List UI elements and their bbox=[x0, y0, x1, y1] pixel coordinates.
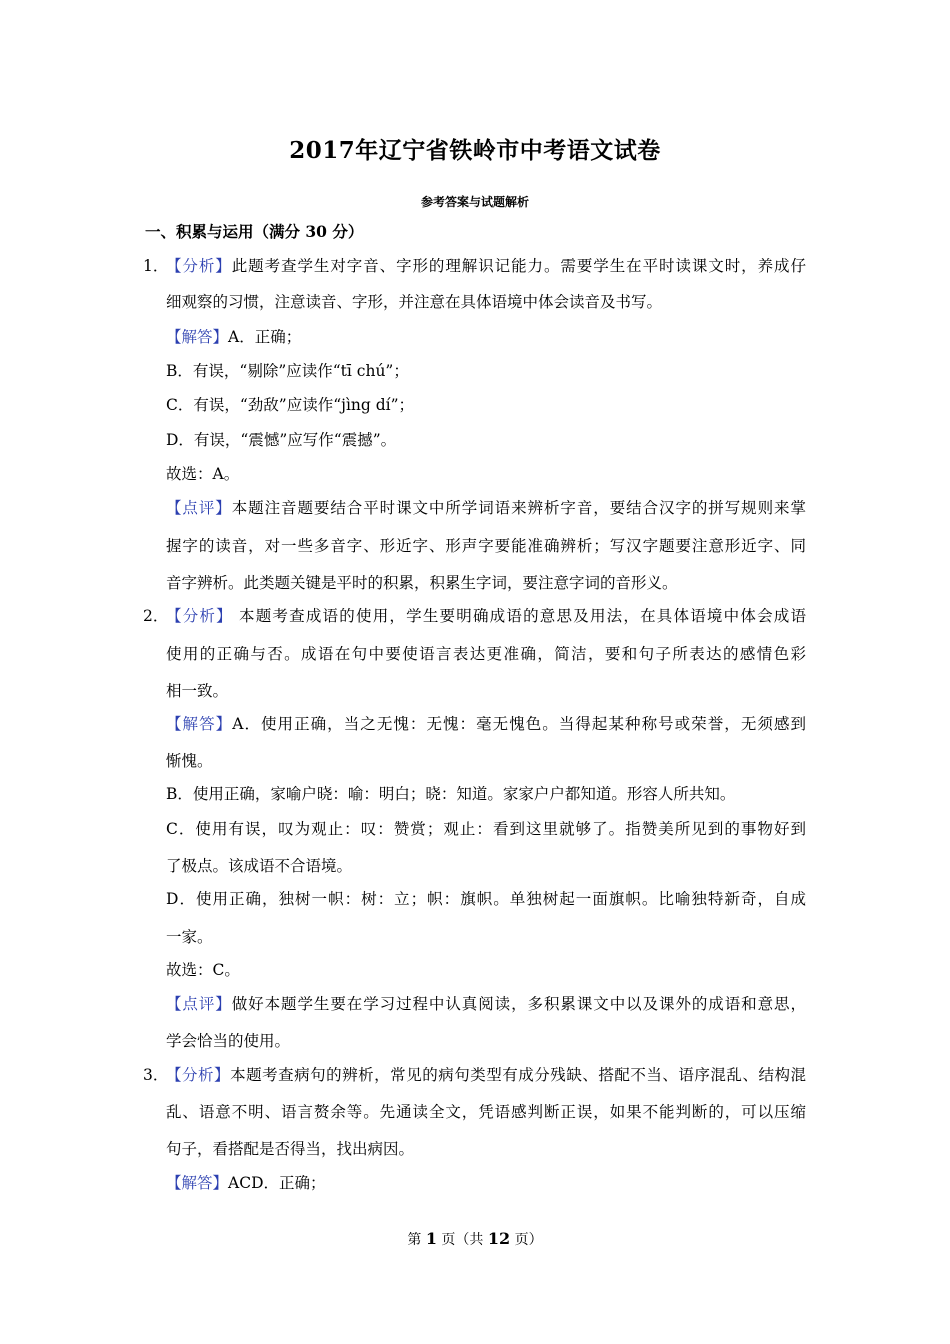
q1-answer: 【解答】A．正确； bbox=[166, 328, 302, 346]
question-number: 3． bbox=[143, 1066, 169, 1084]
comment-tag: 【点评】 bbox=[166, 499, 232, 517]
answer-tag: 【解答】 bbox=[166, 1174, 229, 1192]
q2-analysis-line: 【分析】 本题考查成语的使用，学生要明确成语的意思及用法，在具体语境中体会成语 bbox=[166, 607, 806, 625]
page-subtitle: 参考答案与试题解析 bbox=[420, 195, 529, 209]
q1-answer-line: B．有误，“剔除”应读作“tī chú”； bbox=[166, 362, 409, 380]
q3-analysis-line: 乱、语意不明、语言赘余等。先通读全文，凭语感判断正误，如果不能判断的，可以压缩 bbox=[166, 1103, 806, 1121]
q1-answer-line: D．有误，“震憾”应写作“震撼”。 bbox=[166, 431, 397, 449]
q1-comment-line: 【点评】本题注音题要结合平时课文中所学词语来辨析字音，要结合汉字的拼写规则来掌 bbox=[166, 499, 806, 517]
q2-analysis-line: 使用的正确与否。成语在句中要使语言表达更准确，简洁，要和句子所表达的感情色彩 bbox=[166, 645, 806, 663]
q2-answer-line: D．使用正确，独树一帜：树：立；帜：旗帜。单独树起一面旗帜。比喻独特新奇，自成 bbox=[166, 890, 806, 908]
q1-answer-line: 故选：A。 bbox=[166, 465, 240, 483]
q2-answer-line: 了极点。该成语不合语境。 bbox=[166, 857, 353, 875]
analysis-tag: 【分析】 bbox=[166, 1066, 231, 1084]
question-number: 2． bbox=[143, 607, 169, 625]
comment-tag: 【点评】 bbox=[166, 995, 232, 1013]
q2-answer-line: C．使用有误，叹为观止：叹：赞赏；观止：看到这里就够了。指赞美所见到的事物好到 bbox=[166, 820, 806, 838]
q3-answer: 【解答】ACD．正确； bbox=[166, 1174, 326, 1192]
analysis-tag: 【分析】 bbox=[166, 257, 232, 275]
q3-analysis-line: 【分析】本题考查病句的辨析，常见的病句类型有成分残缺、搭配不当、语序混乱、结构混 bbox=[166, 1066, 806, 1084]
q2-comment-line: 学会恰当的使用。 bbox=[166, 1032, 291, 1050]
q1-analysis-line: 细观察的习惯，注意读音、字形，并注意在具体语境中体会读音及书写。 bbox=[166, 293, 663, 311]
q2-answer: 【解答】A．使用正确，当之无愧：无愧：毫无愧色。当得起某种称号或荣誉，无须感到 bbox=[166, 715, 806, 733]
q1-analysis-line: 【分析】此题考查学生对字音、字形的理解识记能力。需要学生在平时读课文时，养成仔 bbox=[166, 257, 806, 275]
q2-answer-line: B．使用正确，家喻户晓：喻：明白；晓：知道。家家户户都知道。形容人所共知。 bbox=[166, 785, 736, 803]
page-title: 2017年辽宁省铁岭市中考语文试卷 bbox=[289, 137, 661, 164]
q2-comment-line: 【点评】做好本题学生要在学习过程中认真阅读，多积累课文中以及课外的成语和意思， bbox=[166, 995, 806, 1013]
page-total: 12 bbox=[487, 1229, 511, 1248]
page-footer: 第 1 页（共 12 页） bbox=[407, 1229, 543, 1248]
q2-answer-line: 惭愧。 bbox=[166, 752, 213, 770]
page-number: 1 bbox=[425, 1229, 437, 1248]
question-number: 1． bbox=[143, 257, 169, 275]
answer-tag: 【解答】 bbox=[166, 328, 229, 346]
q2-analysis-line: 相一致。 bbox=[166, 682, 229, 700]
q1-comment-line: 握字的读音，对一些多音字、形近字、形声字要能准确辨析；写汉字题要注意形近字、同 bbox=[166, 537, 806, 555]
section-heading: 一、积累与运用（满分 30 分） bbox=[145, 222, 364, 241]
q1-answer-line: C．有误，“劲敌”应读作“jìng dí”； bbox=[166, 396, 415, 414]
answer-tag: 【解答】 bbox=[166, 715, 233, 733]
q2-answer-line: 故选：C。 bbox=[166, 961, 240, 979]
q1-comment-line: 音字辨析。此类题关键是平时的积累，积累生字词，要注意字词的音形义。 bbox=[166, 574, 678, 592]
q3-analysis-line: 句子，看搭配是否得当，找出病因。 bbox=[166, 1140, 415, 1158]
q2-answer-line: 一家。 bbox=[166, 928, 213, 946]
analysis-tag: 【分析】 bbox=[166, 607, 233, 625]
